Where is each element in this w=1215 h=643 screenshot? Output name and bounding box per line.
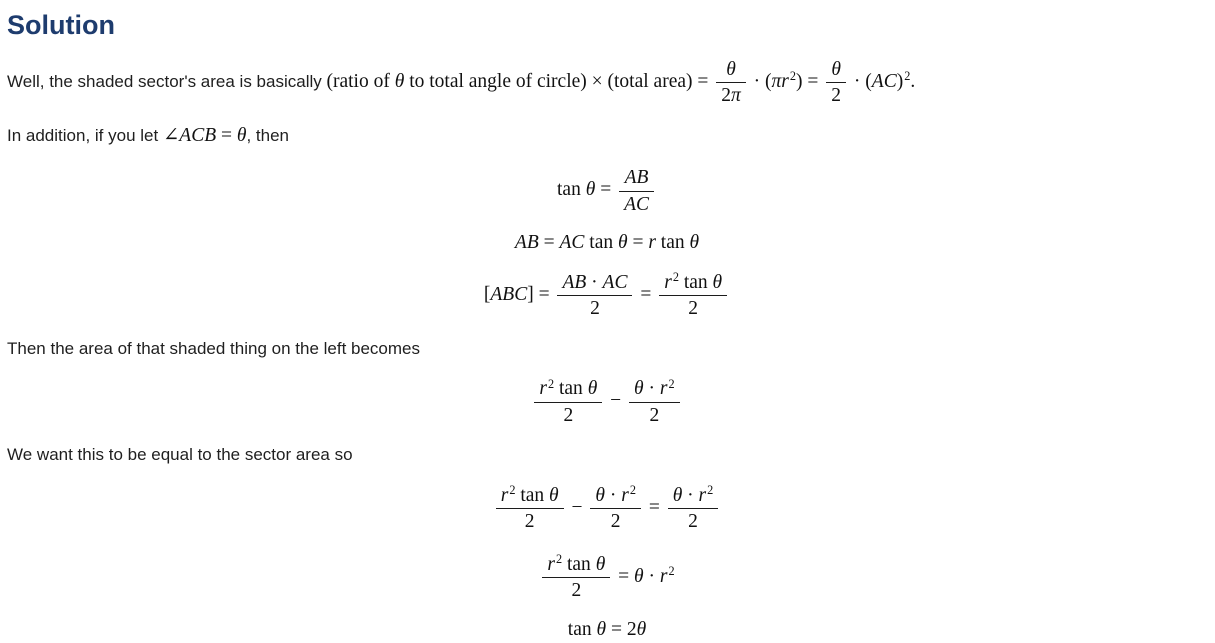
inline-math-angle-acb: ∠ACB = θ xyxy=(162,124,247,146)
equation-final-result: tan θ = 2θ xyxy=(567,618,647,640)
equation-simplified: $\frac{r^2 \tan \theta}{2}$ = $\theta \cdot r^2$ xyxy=(7,550,1207,605)
equation-shaded-difference: $\frac{r^2 \tan \theta}{2}$ − $\frac{\theta \cdot r^2}{2}$ xyxy=(7,374,1207,429)
equation-set-equal: $\frac{r^2 \tan \theta}{2}$ − $\frac{\theta \cdot r^2}{2}$ = $\frac{\theta \cdot r^2}{2}$ xyxy=(7,481,1207,536)
equation-ab-value: AB = AC tan θ = r tan θ xyxy=(514,231,700,253)
equation-triangle-area: [ABC] = $\frac{AB \cdot AC}{2}$ = $\frac{r^2 \tan \theta}{2}$ xyxy=(7,268,1207,323)
paragraph-equal-sector: We want this to be equal to the sector area so xyxy=(7,445,353,465)
paragraph-angle-definition xyxy=(7,122,1207,149)
equation-tan-theta-ratio: tan θ = $\frac{AB}{AC}$ xyxy=(7,163,1207,218)
paragraph-shaded-area: Then the area of that shaded thing on the left becomes xyxy=(7,338,421,358)
paragraph-sector-area-text: Well, the shaded sector's area is basically xyxy=(7,71,327,91)
paragraph-angle-pre-text: In addition, if you let xyxy=(7,125,163,145)
inline-math-sector-area-formula: (ratio of θ to total angle of circle) × (total area) = $\frac{\theta}{2\pi}$ · $(\pi r^2)$ = $\frac{\theta}{2}$ · (AC)$^2$. xyxy=(326,71,915,92)
page-title: Solution xyxy=(7,10,115,40)
paragraph-sector-area xyxy=(7,55,1207,110)
paragraph-angle-post-text: , then xyxy=(246,125,290,145)
